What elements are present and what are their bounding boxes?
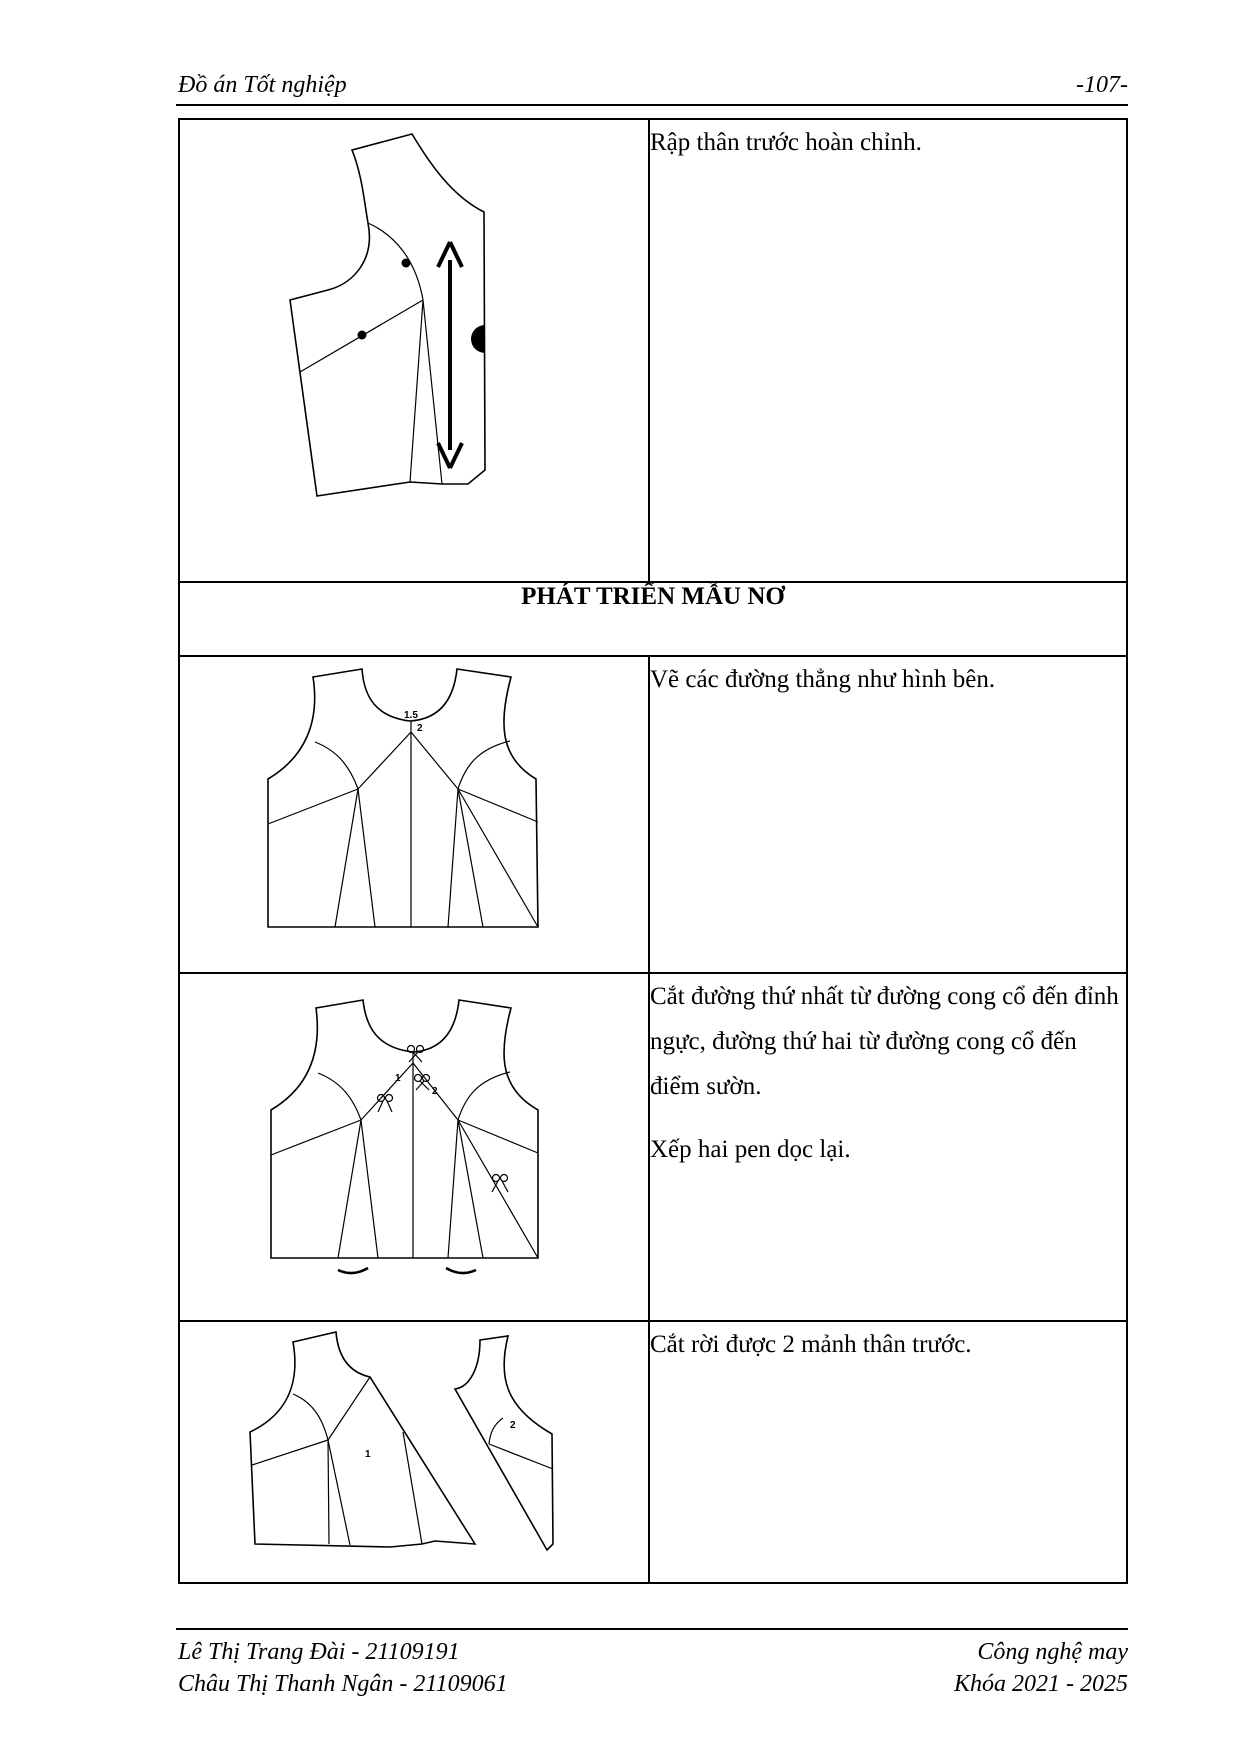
step-description: Rập thân trước hoàn chỉnh. — [649, 119, 1127, 582]
notch-dot — [402, 259, 411, 268]
bodice-lines-figure — [180, 657, 646, 971]
table-row — [179, 1321, 1127, 1583]
scissors-icon — [378, 1095, 393, 1113]
step-description: Cắt đường thứ nhất từ đường cong cổ đến đỉnh ngực, đường thứ hai từ đường cong cổ đến điểm sườn. Xếp hai pen dọc lại. — [649, 973, 1127, 1321]
major: Công nghệ may — [977, 1639, 1128, 1665]
piece-label: 1 — [365, 1449, 371, 1460]
fold-arrow — [446, 1268, 476, 1273]
table-row — [179, 656, 1127, 973]
header-divider — [176, 104, 1128, 106]
bodice-cutting-figure — [180, 974, 646, 1319]
pattern-steps-table — [178, 118, 1128, 1584]
measure-label: 1.5 — [404, 710, 418, 721]
scissors-icon — [415, 1075, 430, 1091]
course: Khóa 2021 - 2025 — [954, 1671, 1128, 1697]
header-title: Đồ án Tốt nghiệp — [178, 72, 347, 98]
measure-label: 2 — [417, 723, 423, 734]
footer-course-info — [954, 1636, 1128, 1700]
notch-dot — [358, 331, 367, 340]
author-2: Châu Thị Thanh Ngân - 21109061 — [178, 1671, 508, 1697]
author-1: Lê Thị Trang Đài - 21109191 — [178, 1639, 460, 1665]
table-row — [179, 119, 1127, 582]
figure-cell — [179, 973, 649, 1321]
footer-divider — [176, 1628, 1128, 1630]
step-description: Vẽ các đường thẳng như hình bên. — [649, 656, 1127, 973]
section-title: PHÁT TRIỂN MẪU NƠ — [179, 582, 1127, 656]
section-header-row — [179, 582, 1127, 656]
footer-authors — [178, 1636, 508, 1700]
notch-mark — [471, 325, 485, 353]
cut-label: 1 — [395, 1073, 401, 1084]
fold-arrow — [338, 1268, 368, 1273]
page-number: -107- — [1076, 72, 1128, 98]
figure-cell — [179, 656, 649, 973]
piece-label: 2 — [510, 1420, 516, 1431]
step-description: Cắt rời được 2 mảnh thân trước. — [649, 1321, 1127, 1583]
figure-cell — [179, 1321, 649, 1583]
cut-label: 2 — [432, 1086, 438, 1097]
table-row — [179, 973, 1127, 1321]
front-bodice-pattern-figure — [180, 120, 646, 580]
scissors-icon — [408, 1046, 424, 1063]
separated-pieces-figure — [180, 1322, 646, 1581]
figure-cell — [179, 119, 649, 582]
